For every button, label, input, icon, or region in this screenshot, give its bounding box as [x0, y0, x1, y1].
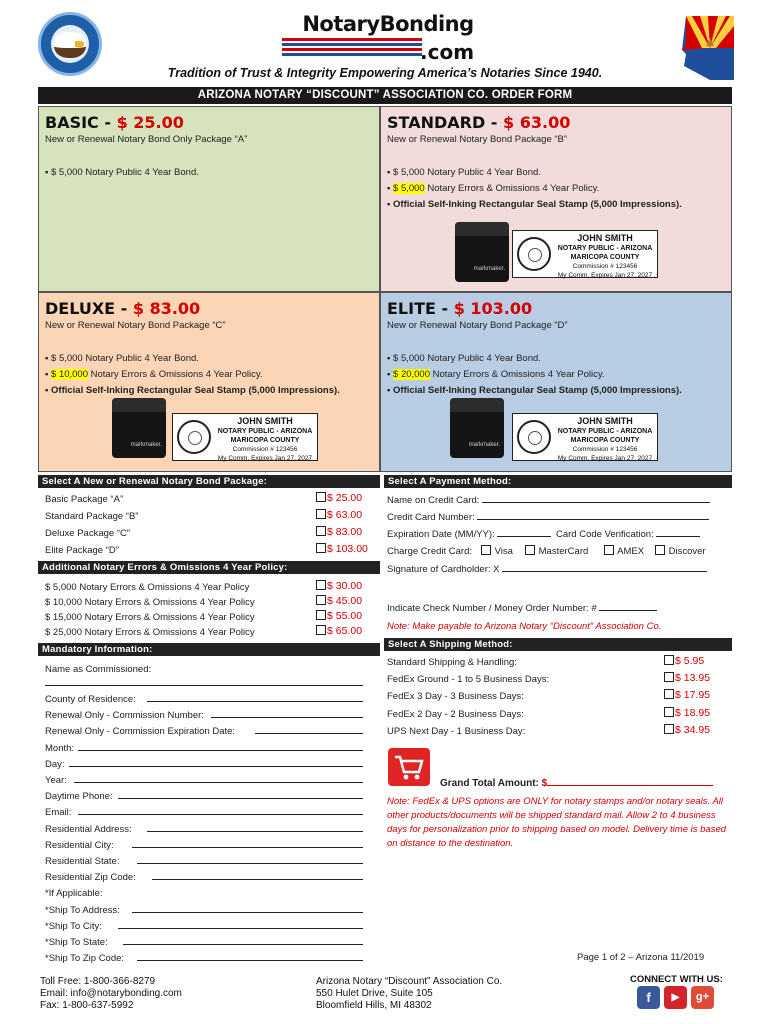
- package-option-standard[interactable]: $ 63.00: [316, 509, 362, 521]
- eo-option-10000[interactable]: $ 45.00: [316, 595, 362, 607]
- checkbox[interactable]: [664, 655, 674, 665]
- field-label: *Ship To Address:: [45, 904, 120, 916]
- checkbox[interactable]: [316, 595, 326, 605]
- shopping-cart-icon: [388, 748, 430, 786]
- shipping-option-label: FedEx Ground - 1 to 5 Business Days:: [387, 674, 550, 685]
- form-title: ARIZONA NOTARY “DISCOUNT” ASSOCIATION CO. ORDER FORM: [38, 87, 732, 104]
- shipping-note: Note: FedEx & UPS options are ONLY for notary stamps and/or notary seals. All other products/documents will be shipped standard mail. Allow 2 to 4 business days for personalization prior to shipping based on model. Delivery time is based on distance to the destination.: [387, 796, 727, 849]
- section-header-eo: Additional Notary Errors & Omissions 4 Year Policy:: [38, 561, 380, 574]
- check-number-field[interactable]: Indicate Check Number / Money Order Number: #: [387, 603, 657, 614]
- stamp-impression: JOHN SMITH NOTARY PUBLIC - ARIZONA MARICOPA COUNTY Commission # 123456 My Comm. Expires Jan 27, 2027: [512, 230, 658, 278]
- section-header-mandatory: Mandatory Information:: [38, 643, 380, 656]
- checkbox[interactable]: [664, 707, 674, 717]
- field-label: Day:: [45, 758, 65, 770]
- checkbox[interactable]: [316, 625, 326, 635]
- section-header-shipping: Select A Shipping Method:: [384, 638, 732, 651]
- card-option-visa[interactable]: Visa: [481, 545, 513, 557]
- package-description: New or Renewal Notary Bond Only Package “A”: [45, 134, 248, 145]
- package-title: BASIC - $ 25.00: [45, 113, 184, 132]
- checkbox[interactable]: [316, 580, 326, 590]
- package-item: ▪ $ 20,000 Notary Errors & Omissions 4 Year Policy.: [387, 369, 605, 380]
- cc-number-field[interactable]: Credit Card Number:: [387, 512, 709, 523]
- eo-option-25000[interactable]: $ 65.00: [316, 625, 362, 637]
- checkbox[interactable]: [316, 492, 326, 502]
- org-name: Arizona Notary “Discount” Association Co.: [316, 976, 503, 987]
- card-option-amex[interactable]: AMEX: [604, 545, 644, 557]
- flag-stripes: [282, 38, 422, 62]
- grand-total-field[interactable]: Grand Total Amount: $: [440, 778, 713, 789]
- checkbox[interactable]: [604, 545, 614, 555]
- cc-name-field[interactable]: Name on Credit Card:: [387, 495, 710, 506]
- checkbox[interactable]: [316, 526, 326, 536]
- field-label: *Ship To State:: [45, 937, 108, 948]
- field-label: Daytime Phone:: [45, 791, 113, 803]
- mandatory-field[interactable]: [45, 840, 114, 851]
- stamp-impression: JOHN SMITH NOTARY PUBLIC - ARIZONA MARICOPA COUNTY Commission # 123456 My Comm. Expires Jan 27, 2027: [172, 413, 318, 461]
- shipping-option-fedex-3day[interactable]: $ 17.95: [664, 689, 710, 701]
- checkbox[interactable]: [655, 545, 665, 555]
- package-item: ▪ $ 10,000 Notary Errors & Omissions 4 Year Policy.: [45, 369, 263, 380]
- package-option-label: Elite Package “D”: [45, 545, 119, 556]
- field-label: Year:: [45, 775, 67, 786]
- package-item: ▪ Official Self-Inking Rectangular Seal Stamp (5,000 Impressions).: [387, 385, 682, 396]
- card-option-mastercard[interactable]: MasterCard: [525, 545, 588, 557]
- mandatory-field[interactable]: [45, 937, 108, 948]
- page-info: Page 1 of 2 – Arizona 11/2019: [577, 952, 705, 963]
- toll-free: Toll Free: 1-800-366-8279: [40, 976, 156, 987]
- name-commissioned-field[interactable]: [45, 678, 363, 689]
- youtube-icon[interactable]: ▶: [664, 986, 687, 1009]
- eo-option-15000[interactable]: $ 55.00: [316, 610, 362, 622]
- field-label: Renewal Only - Commission Number:: [45, 710, 204, 722]
- footer-contact: [40, 976, 182, 1012]
- brand-logo-domain: .com: [420, 40, 475, 64]
- checkbox[interactable]: [664, 724, 674, 734]
- checkbox[interactable]: [316, 610, 326, 620]
- package-option-label: Standard Package “B”: [45, 511, 139, 522]
- shipping-option-label: FedEx 2 Day - 2 Business Days:: [387, 709, 524, 720]
- field-label: *Ship To City:: [45, 920, 102, 932]
- eo-option-label: $ 25,000 Notary Errors & Omissions 4 Year Policy: [45, 627, 255, 638]
- checkbox[interactable]: [664, 672, 674, 682]
- field-label: Renewal Only - Commission Expiration Date:: [45, 726, 236, 738]
- package-item: ▪ $ 5,000 Notary Public 4 Year Bond.: [387, 167, 541, 178]
- facebook-icon[interactable]: f: [637, 986, 660, 1009]
- field-label: Residential Address:: [45, 823, 132, 835]
- shipping-option-standard[interactable]: $ 5.95: [664, 655, 704, 667]
- package-option-deluxe[interactable]: $ 83.00: [316, 526, 362, 538]
- package-option-label: Deluxe Package “C”: [45, 528, 131, 539]
- mandatory-field[interactable]: [45, 905, 120, 916]
- charge-card-label: Charge Credit Card:: [387, 546, 473, 557]
- eo-option-label: $ 15,000 Notary Errors & Omissions 4 Year Policy: [45, 612, 255, 623]
- shipping-option-fedex-2day[interactable]: $ 18.95: [664, 707, 710, 719]
- package-option-basic[interactable]: $ 25.00: [316, 492, 362, 504]
- package-title: DELUXE - $ 83.00: [45, 299, 201, 318]
- mandatory-field[interactable]: [45, 726, 235, 737]
- stamp-image: markmaker.: [112, 398, 166, 458]
- stamp-image: markmaker.: [455, 222, 509, 282]
- payable-note: Note: Make payable to Arizona Notary “Discount” Association Co.: [387, 621, 662, 632]
- checkbox[interactable]: [664, 689, 674, 699]
- footer-address: [316, 976, 502, 1012]
- package-option-label: Basic Package “A”: [45, 494, 124, 505]
- field-note: [45, 888, 103, 899]
- package-item: ▪ $ 5,000 Notary Public 4 Year Bond.: [45, 167, 199, 178]
- package-description: New or Renewal Notary Bond Package “B”: [387, 134, 568, 145]
- package-item: ▪ $ 5,000 Notary Errors & Omissions 4 Year Policy.: [387, 183, 600, 194]
- footer-email[interactable]: Email: info@notarybonding.com: [40, 988, 182, 999]
- section-header-package: Select A New or Renewal Notary Bond Package:: [38, 475, 380, 488]
- package-item: ▪ $ 5,000 Notary Public 4 Year Bond.: [387, 353, 541, 364]
- package-title: ELITE - $ 103.00: [387, 299, 533, 318]
- package-item: ▪ Official Self-Inking Rectangular Seal Stamp (5,000 Impressions).: [45, 385, 340, 396]
- mandatory-field[interactable]: [45, 743, 74, 754]
- mandatory-field[interactable]: [45, 824, 132, 835]
- name-commissioned-label: Name as Commissioned:: [45, 664, 152, 675]
- signature-field[interactable]: Signature of Cardholder: X: [387, 564, 707, 575]
- eo-option-label: $ 10,000 Notary Errors & Omissions 4 Year Policy: [45, 597, 255, 608]
- mandatory-field[interactable]: [45, 921, 102, 932]
- field-label: Residential City:: [45, 839, 114, 851]
- mandatory-field[interactable]: [45, 791, 113, 802]
- checkbox[interactable]: [525, 545, 535, 555]
- mandatory-field[interactable]: [45, 694, 136, 705]
- footer-fax: Fax: 1-800-637-5992: [40, 1000, 134, 1011]
- mandatory-field[interactable]: [45, 807, 71, 818]
- field-label: Month:: [45, 742, 75, 754]
- brand-logo: NotaryBonding: [302, 12, 474, 36]
- checkbox[interactable]: [316, 543, 326, 553]
- stamp-image: markmaker.: [450, 398, 504, 458]
- connect-label: CONNECT WITH US:: [630, 974, 723, 985]
- mandatory-field[interactable]: [45, 856, 119, 867]
- cc-ccv-field[interactable]: Card Code Verification:: [556, 529, 700, 540]
- field-label: Residential Zip Code:: [45, 872, 136, 884]
- eo-option-5000[interactable]: $ 30.00: [316, 580, 362, 592]
- field-label: County of Residence:: [45, 694, 136, 705]
- package-description: New or Renewal Notary Bond Package “C”: [45, 320, 226, 331]
- shipping-option-label: UPS Next Day - 1 Business Day:: [387, 726, 526, 737]
- field-label: *If Applicable:: [45, 888, 103, 900]
- tagline: Tradition of Trust & Integrity Empowering America’s Notaries Since 1940.: [167, 66, 603, 80]
- package-description: New or Renewal Notary Bond Package “D”: [387, 320, 568, 331]
- package-option-elite[interactable]: $ 103.00: [316, 543, 368, 555]
- stamp-impression: JOHN SMITH NOTARY PUBLIC - ARIZONA MARICOPA COUNTY Commission # 123456 My Comm. Expires Jan 27, 2027: [512, 413, 658, 461]
- field-label: Residential State:: [45, 856, 120, 867]
- cc-expiration-field[interactable]: Expiration Date (MM/YY):: [387, 529, 551, 540]
- shipping-option-label: Standard Shipping & Handling:: [387, 657, 517, 668]
- mandatory-field[interactable]: [45, 775, 67, 786]
- mandatory-field[interactable]: [45, 759, 65, 770]
- card-option-discover[interactable]: Discover: [655, 545, 706, 557]
- checkbox[interactable]: [316, 509, 326, 519]
- package-item: ▪ Official Self-Inking Rectangular Seal Stamp (5,000 Impressions).: [387, 199, 682, 210]
- city: Bloomfield Hills, MI 48302: [316, 1000, 432, 1011]
- package-title: STANDARD - $ 63.00: [387, 113, 571, 132]
- mandatory-field[interactable]: [45, 872, 136, 883]
- mandatory-field[interactable]: [45, 710, 204, 721]
- google-plus-icon[interactable]: g+: [691, 986, 714, 1009]
- section-header-payment: Select A Payment Method:: [384, 475, 732, 488]
- checkbox[interactable]: [481, 545, 491, 555]
- eo-option-label: $ 5,000 Notary Errors & Omissions 4 Year Policy: [45, 582, 250, 593]
- shipping-option-ups-next-day[interactable]: $ 34.95: [664, 724, 710, 736]
- package-item: ▪ $ 5,000 Notary Public 4 Year Bond.: [45, 353, 199, 364]
- shipping-option-label: FedEx 3 Day - 3 Business Days:: [387, 691, 524, 702]
- package-basic: [38, 106, 380, 292]
- street: 550 Hulet Drive, Suite 105: [316, 988, 433, 999]
- mandatory-field[interactable]: [45, 953, 124, 964]
- shipping-option-fedex-ground[interactable]: $ 13.95: [664, 672, 710, 684]
- field-label: *Ship To Zip Code:: [45, 953, 125, 965]
- field-label: Email:: [45, 807, 72, 819]
